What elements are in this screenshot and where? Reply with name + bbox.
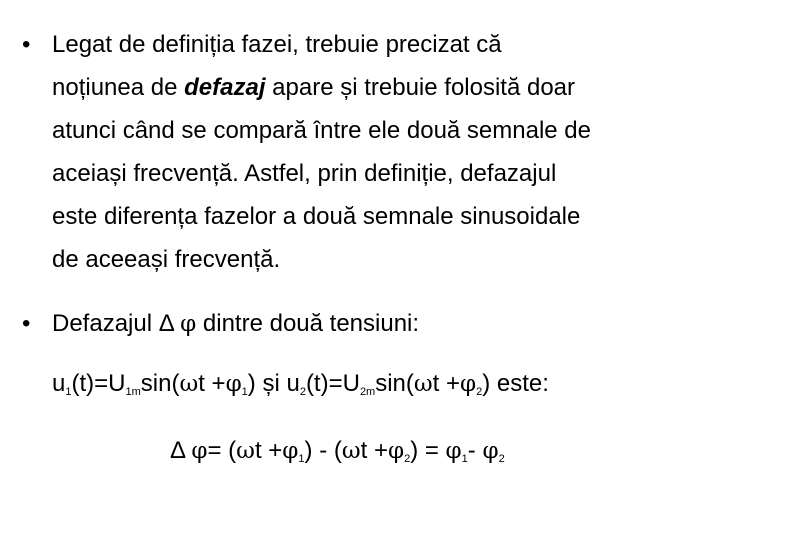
eq-text: sin( [140,370,180,397]
text-line: de aceeași frecvență. [52,246,281,273]
eq-text: - [467,437,483,464]
eq-subscript: 2 [404,453,411,465]
eq-text: u [52,370,66,397]
eq-text: t + [360,437,388,464]
eq-subscript: 2m [359,386,376,398]
eq-subscript: 2 [299,386,306,398]
eq-text: t + [198,370,226,397]
eq-text: t + [254,437,283,464]
eq-text: t + [432,370,461,397]
bullet-marker: • [22,310,31,337]
text-fragment: apare și trebuie folosită doar [265,74,576,101]
eq-subscript: 1m [125,386,141,398]
eq-subscript: 2 [498,453,505,465]
phi-symbol: φ [282,438,299,464]
equation-voltages [52,362,549,414]
eq-text: Δ [170,437,192,464]
eq-text: (t)=U [305,370,360,397]
text-line [52,66,797,109]
phi-symbol: φ [180,311,197,337]
omega-symbol: ω [236,438,255,464]
paragraph-phase-definition [52,23,797,281]
text-line: aceiași frecvență. Astfel, prin definiție, defazajul [52,160,557,187]
eq-subscript: 2 [476,386,483,398]
eq-text: sin( [375,370,414,397]
paragraph-phase-shift [52,302,797,346]
phi-symbol: φ [191,438,208,464]
phi-symbol: φ [445,438,462,464]
phi-symbol: φ [387,438,405,464]
text-line: Legat de definiția fazei, trebuie precizat că [52,31,502,58]
eq-text: (t)=U [71,370,126,397]
bullet-marker: • [22,31,31,58]
omega-symbol: ω [413,371,433,397]
text-line: este diferența fazelor a două semnale sinusoidale [52,203,581,230]
text-fragment: noțiunea de [52,74,185,101]
phi-symbol: φ [460,371,477,397]
eq-text: = ( [207,437,237,464]
eq-text: ) = [410,437,446,464]
text-fragment: dintre două tensiuni: [196,310,420,337]
omega-symbol: ω [341,438,361,464]
eq-text: ) și u [247,370,300,397]
equation-phase-difference [170,429,505,481]
phi-symbol: φ [225,371,242,397]
eq-text: ) - ( [304,437,342,464]
eq-subscript: 1 [241,386,248,398]
emphasized-term: defazaj [184,74,266,101]
omega-symbol: ω [179,371,199,397]
eq-text: ) este: [482,370,549,397]
text-line: atunci când se compară între ele două semnale de [52,117,592,144]
eq-subscript: 1 [298,453,305,465]
eq-subscript: 1 [461,453,468,465]
eq-subscript: 1 [65,386,72,398]
phi-symbol: φ [482,438,499,464]
text-fragment: Defazajul Δ [52,310,181,337]
